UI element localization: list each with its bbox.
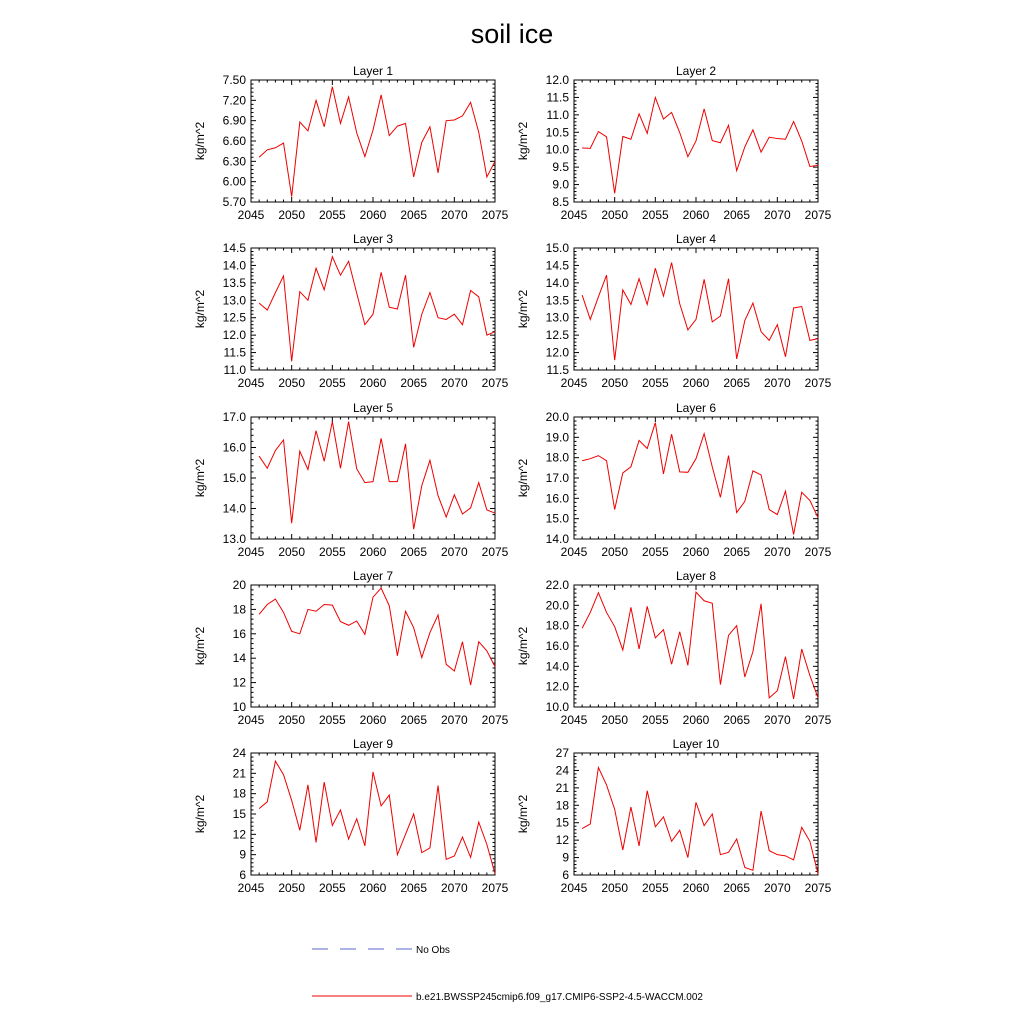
xtick-label-layer-9: 2065: [400, 881, 428, 895]
ytick-label-layer-2: 10.0: [545, 142, 569, 157]
ytick-label-layer-9: 15: [232, 807, 246, 821]
ytick-label-layer-2: 12.0: [545, 73, 569, 87]
panel-title-layer-6: Layer 6: [675, 401, 717, 415]
plot-frame-layer-9: [251, 753, 495, 875]
plot-frame-layer-4: [574, 248, 818, 370]
ytick-label-layer-3: 12.5: [222, 310, 246, 325]
xtick-label-layer-3: 2070: [440, 376, 468, 390]
xtick-label-layer-7: 2065: [400, 713, 428, 727]
panel-layer-1: [193, 64, 509, 222]
xtick-label-layer-4: 2060: [682, 376, 710, 390]
series-line-layer-2: [582, 97, 818, 193]
ytick-label-layer-1: 6.30: [222, 154, 246, 169]
ytick-label-layer-2: 9.0: [552, 177, 569, 192]
xtick-label-layer-3: 2060: [359, 376, 387, 390]
panel-layer-9: [193, 737, 509, 895]
xtick-label-layer-9: 2060: [359, 881, 387, 895]
xtick-label-layer-2: 2075: [804, 208, 832, 222]
ytick-label-layer-5: 13.0: [222, 532, 246, 546]
panel-title-layer-10: Layer 10: [672, 737, 720, 751]
xtick-label-layer-10: 2045: [560, 881, 588, 895]
xtick-label-layer-4: 2055: [641, 376, 669, 390]
ylabel-layer-9: kg/m^2: [193, 794, 207, 834]
xtick-label-layer-6: 2045: [560, 545, 588, 559]
ytick-label-layer-10: 27: [555, 746, 569, 760]
xtick-label-layer-9: 2055: [318, 881, 346, 895]
xtick-label-layer-6: 2050: [601, 545, 629, 559]
ylabel-layer-6: kg/m^2: [516, 458, 530, 498]
xtick-label-layer-3: 2075: [481, 376, 509, 390]
ytick-label-layer-6: 17.0: [545, 471, 569, 485]
xtick-label-layer-6: 2075: [804, 545, 832, 559]
series-line-layer-4: [582, 263, 818, 361]
ytick-label-layer-3: 13.0: [222, 293, 246, 308]
legend-label-no-obs: No Obs: [416, 945, 450, 956]
ytick-label-layer-4: 14.0: [545, 275, 569, 290]
series-line-layer-1: [259, 87, 495, 197]
ytick-label-layer-5: 16.0: [222, 440, 246, 455]
xtick-label-layer-4: 2065: [723, 376, 751, 390]
panel-title-layer-3: Layer 3: [352, 232, 394, 246]
xtick-label-layer-3: 2050: [278, 376, 306, 390]
series-line-layer-6: [582, 423, 818, 535]
ytick-label-layer-10: 9: [562, 850, 569, 865]
xtick-label-layer-1: 2075: [481, 208, 509, 222]
ytick-label-layer-9: 6: [239, 868, 246, 882]
ytick-label-layer-8: 16.0: [545, 639, 569, 653]
ytick-label-layer-6: 20.0: [545, 410, 569, 424]
xtick-label-layer-1: 2060: [359, 208, 387, 222]
plot-frame-layer-3: [251, 248, 495, 370]
xtick-label-layer-2: 2045: [560, 208, 588, 222]
xtick-label-layer-6: 2070: [763, 545, 791, 559]
legend-label-model: b.e21.BWSSP245cmip6.f09_g17.CMIP6-SSP2-4.5-WACCM.002: [416, 992, 703, 1003]
panel-title-layer-5: Layer 5: [352, 401, 394, 415]
xtick-label-layer-2: 2060: [682, 208, 710, 222]
plot-frame-layer-6: [574, 417, 818, 539]
xtick-label-layer-3: 2065: [400, 376, 428, 390]
series-line-layer-3: [259, 257, 495, 362]
xtick-label-layer-5: 2070: [440, 545, 468, 559]
ytick-label-layer-6: 18.0: [545, 450, 569, 465]
ytick-label-layer-4: 13.0: [545, 310, 569, 325]
xtick-label-layer-4: 2045: [560, 376, 588, 390]
ylabel-layer-3: kg/m^2: [193, 289, 207, 329]
xtick-label-layer-1: 2070: [440, 208, 468, 222]
ytick-label-layer-7: 12: [232, 675, 246, 690]
ylabel-layer-5: kg/m^2: [193, 458, 207, 498]
ytick-label-layer-1: 6.00: [222, 174, 246, 189]
ytick-label-layer-3: 14.0: [222, 258, 246, 273]
ytick-label-layer-9: 18: [232, 786, 246, 801]
panel-layer-10: [516, 737, 832, 895]
ylabel-layer-4: kg/m^2: [516, 289, 530, 329]
ytick-label-layer-4: 12.0: [545, 345, 569, 360]
xtick-label-layer-6: 2055: [641, 545, 669, 559]
panel-title-layer-7: Layer 7: [352, 569, 394, 583]
panel-title-layer-4: Layer 4: [675, 232, 717, 246]
xtick-label-layer-5: 2065: [400, 545, 428, 559]
panel-layer-2: [516, 64, 832, 222]
plot-frame-layer-7: [251, 585, 495, 707]
ytick-label-layer-5: 15.0: [222, 471, 246, 485]
ytick-label-layer-1: 6.60: [222, 134, 246, 148]
ytick-label-layer-7: 10: [232, 700, 246, 714]
ytick-label-layer-1: 6.90: [222, 113, 246, 128]
xtick-label-layer-8: 2065: [723, 713, 751, 727]
ytick-label-layer-2: 8.5: [552, 195, 569, 209]
ytick-label-layer-8: 22.0: [545, 578, 569, 592]
xtick-label-layer-8: 2045: [560, 713, 588, 727]
series-line-layer-10: [582, 768, 818, 874]
xtick-label-layer-10: 2060: [682, 881, 710, 895]
xtick-label-layer-4: 2050: [601, 376, 629, 390]
xtick-label-layer-2: 2065: [723, 208, 751, 222]
ytick-label-layer-8: 10.0: [545, 700, 569, 714]
panels-group: [193, 64, 832, 895]
xtick-label-layer-6: 2065: [723, 545, 751, 559]
xtick-label-layer-10: 2065: [723, 881, 751, 895]
ylabel-layer-7: kg/m^2: [193, 626, 207, 666]
ytick-label-layer-7: 20: [232, 578, 246, 592]
xtick-label-layer-5: 2045: [237, 545, 265, 559]
xtick-label-layer-3: 2045: [237, 376, 265, 390]
ytick-label-layer-10: 15: [555, 815, 569, 830]
panel-title-layer-8: Layer 8: [675, 569, 717, 583]
ytick-label-layer-7: 18: [232, 602, 246, 617]
ylabel-layer-1: kg/m^2: [193, 121, 207, 161]
ytick-label-layer-3: 13.5: [222, 275, 246, 290]
ytick-label-layer-5: 14.0: [222, 501, 246, 516]
xtick-label-layer-9: 2045: [237, 881, 265, 895]
xtick-label-layer-4: 2075: [804, 376, 832, 390]
xtick-label-layer-10: 2075: [804, 881, 832, 895]
ytick-label-layer-10: 18: [555, 798, 569, 813]
ytick-label-layer-4: 13.5: [545, 293, 569, 308]
plot-frame-layer-1: [251, 80, 495, 202]
ylabel-layer-8: kg/m^2: [516, 626, 530, 666]
ytick-label-layer-3: 11.0: [223, 363, 246, 377]
xtick-label-layer-8: 2050: [601, 713, 629, 727]
xtick-label-layer-9: 2050: [278, 881, 306, 895]
ytick-label-layer-7: 16: [232, 626, 246, 641]
xtick-label-layer-3: 2055: [318, 376, 346, 390]
xtick-label-layer-10: 2050: [601, 881, 629, 895]
ytick-label-layer-4: 11.5: [546, 363, 569, 377]
ytick-label-layer-5: 17.0: [222, 410, 246, 424]
ytick-label-layer-4: 15.0: [545, 241, 569, 255]
xtick-label-layer-7: 2070: [440, 713, 468, 727]
ytick-label-layer-9: 9: [239, 847, 246, 862]
ytick-label-layer-8: 18.0: [545, 618, 569, 633]
figure-title: soil ice: [470, 19, 554, 49]
ytick-label-layer-6: 19.0: [545, 430, 569, 445]
ytick-label-layer-1: 5.70: [222, 195, 246, 209]
ytick-label-layer-2: 11.0: [546, 107, 569, 122]
ytick-label-layer-2: 11.5: [546, 90, 569, 105]
xtick-label-layer-9: 2070: [440, 881, 468, 895]
xtick-label-layer-1: 2045: [237, 208, 265, 222]
ytick-label-layer-6: 16.0: [545, 491, 569, 506]
ytick-label-layer-3: 12.0: [222, 328, 246, 343]
panel-layer-5: [193, 401, 509, 559]
legend: [312, 945, 703, 1003]
xtick-label-layer-5: 2050: [278, 545, 306, 559]
ytick-label-layer-8: 14.0: [545, 659, 569, 674]
xtick-label-layer-5: 2060: [359, 545, 387, 559]
xtick-label-layer-5: 2055: [318, 545, 346, 559]
xtick-label-layer-2: 2070: [763, 208, 791, 222]
plot-frame-layer-8: [574, 585, 818, 707]
panel-title-layer-9: Layer 9: [352, 737, 394, 751]
panel-layer-6: [516, 401, 832, 559]
panel-layer-3: [193, 232, 509, 390]
panel-layer-4: [516, 232, 832, 390]
series-line-layer-9: [259, 761, 495, 874]
ytick-label-layer-6: 14.0: [545, 532, 569, 546]
xtick-label-layer-8: 2070: [763, 713, 791, 727]
xtick-label-layer-2: 2050: [601, 208, 629, 222]
ytick-label-layer-4: 12.5: [545, 328, 569, 343]
xtick-label-layer-6: 2060: [682, 545, 710, 559]
xtick-label-layer-5: 2075: [481, 545, 509, 559]
ytick-label-layer-8: 20.0: [545, 598, 569, 613]
xtick-label-layer-1: 2065: [400, 208, 428, 222]
xtick-label-layer-9: 2075: [481, 881, 509, 895]
ytick-label-layer-8: 12.0: [545, 679, 569, 694]
ytick-label-layer-4: 14.5: [545, 258, 569, 273]
xtick-label-layer-7: 2055: [318, 713, 346, 727]
series-line-layer-8: [582, 592, 818, 699]
ytick-label-layer-9: 21: [232, 766, 246, 781]
panel-title-layer-2: Layer 2: [675, 64, 717, 78]
xtick-label-layer-7: 2050: [278, 713, 306, 727]
panel-layer-8: [516, 569, 832, 727]
xtick-label-layer-4: 2070: [763, 376, 791, 390]
plot-frame-layer-10: [574, 753, 818, 875]
xtick-label-layer-8: 2055: [641, 713, 669, 727]
xtick-label-layer-7: 2045: [237, 713, 265, 727]
xtick-label-layer-7: 2060: [359, 713, 387, 727]
ytick-label-layer-6: 15.0: [545, 511, 569, 526]
ytick-label-layer-10: 24: [555, 763, 569, 778]
xtick-label-layer-8: 2060: [682, 713, 710, 727]
xtick-label-layer-1: 2055: [318, 208, 346, 222]
ylabel-layer-10: kg/m^2: [516, 794, 530, 834]
ytick-label-layer-10: 21: [555, 780, 569, 795]
ytick-label-layer-9: 12: [232, 827, 246, 842]
panel-title-layer-1: Layer 1: [352, 64, 394, 78]
ytick-label-layer-1: 7.20: [222, 93, 246, 108]
ytick-label-layer-9: 24: [232, 746, 246, 760]
ytick-label-layer-3: 14.5: [222, 241, 246, 255]
ytick-label-layer-10: 12: [555, 833, 569, 848]
ytick-label-layer-1: 7.50: [222, 73, 246, 87]
panel-layer-7: [193, 569, 509, 727]
ylabel-layer-2: kg/m^2: [516, 121, 530, 161]
xtick-label-layer-10: 2070: [763, 881, 791, 895]
series-line-layer-7: [259, 588, 495, 685]
ytick-label-layer-7: 14: [232, 651, 246, 666]
xtick-label-layer-7: 2075: [481, 713, 509, 727]
ytick-label-layer-2: 10.5: [545, 125, 569, 140]
xtick-label-layer-8: 2075: [804, 713, 832, 727]
xtick-label-layer-10: 2055: [641, 881, 669, 895]
xtick-label-layer-2: 2055: [641, 208, 669, 222]
ytick-label-layer-3: 11.5: [223, 345, 246, 360]
xtick-label-layer-1: 2050: [278, 208, 306, 222]
ytick-label-layer-10: 6: [562, 868, 569, 882]
series-line-layer-5: [259, 422, 495, 530]
ytick-label-layer-2: 9.5: [552, 160, 569, 175]
